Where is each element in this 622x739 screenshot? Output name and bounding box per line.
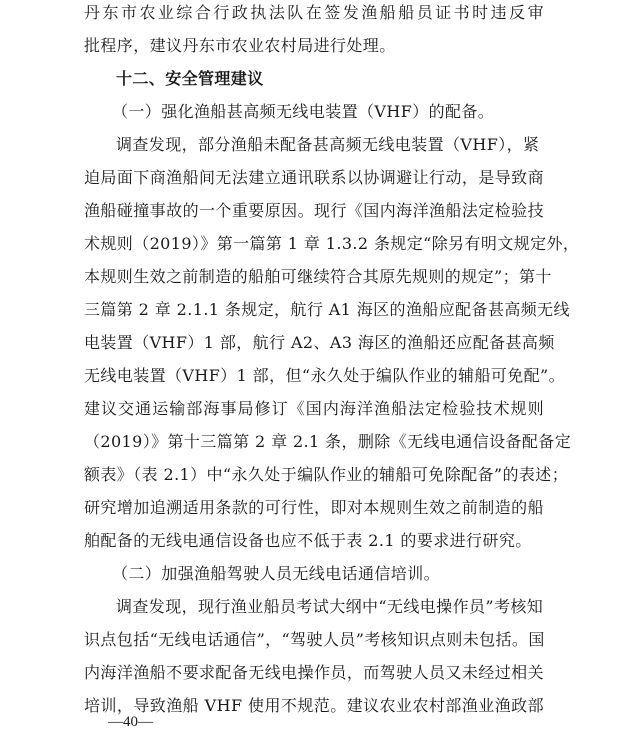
- paragraph-line: 术规则（2019）》第一篇第 1 章 1.3.2 条规定“除另有明文规定外，: [84, 234, 580, 253]
- paragraph-line: 识点包括“无线电话通信”，“驾驶人员”考核知识点则未包括。国: [84, 630, 545, 649]
- paragraph-line: 额表》（表 2.1）中“永久处于编队作业的辅船可免除配备”的表述；: [84, 465, 569, 484]
- section-heading: 十二、安全管理建议: [116, 69, 264, 88]
- paragraph-line: （2019）》第十三篇第 2 章 2.1 条，删除《无线电通信设备配备定: [84, 432, 572, 451]
- paragraph-line: 无线电装置（VHF）1 部，但“永久处于编队作业的辅船可免配”。: [84, 366, 566, 385]
- paragraph-line: 迫局面下商渔船间无法建立通讯联系以协调避让行动，是导致商: [84, 168, 544, 187]
- page-number: —40—: [108, 714, 153, 730]
- paragraph-line: 调查发现，现行渔业船员考试大纲中“无线电操作员”考核知: [116, 597, 544, 616]
- paragraph-line: 调查发现，部分渔船未配备甚高频无线电装置（VHF），紧: [116, 135, 540, 154]
- subsection-heading: （二）加强渔船驾驶人员无线电话通信培训。: [112, 564, 441, 583]
- paragraph-line: 研究增加追溯适用条款的可行性，即对本规则生效之前制造的船: [84, 498, 544, 517]
- paragraph-line: 渔船碰撞事故的一个重要原因。现行《国内海洋渔船法定检验技: [84, 201, 544, 220]
- paragraph-line: 内海洋渔船不要求配备无线电操作员，而驾驶人员又未经过相关: [84, 663, 544, 682]
- paragraph-line: 电装置（VHF）1 部，航行 A2、A3 海区的渔船还应配备甚高频: [84, 333, 555, 352]
- paragraph-line: 培训，导致渔船 VHF 使用不规范。建议农业农村部渔业渔政部: [84, 696, 544, 715]
- paragraph-line: 丹东市农业综合行政执法队在签发渔船船员证书时违反审: [84, 3, 544, 22]
- paragraph-line: 三篇第 2 章 2.1.1 条规定，航行 A1 海区的渔船应配备甚高频无线: [84, 300, 570, 319]
- subsection-heading: （一）强化渔船甚高频无线电装置（VHF）的配备。: [112, 102, 495, 121]
- paragraph-line: 批程序，建议丹东市农业农村局进行处理。: [84, 36, 396, 55]
- paragraph-line: 建议交通运输部海事局修订《国内海洋渔船法定检验技术规则: [84, 399, 544, 418]
- paragraph-line: 本规则生效之前制造的船舶可继续符合其原先规则的规定”；第十: [84, 267, 552, 286]
- paragraph-line: 舶配备的无线电通信设备也应不低于表 2.1 的要求进行研究。: [84, 531, 532, 550]
